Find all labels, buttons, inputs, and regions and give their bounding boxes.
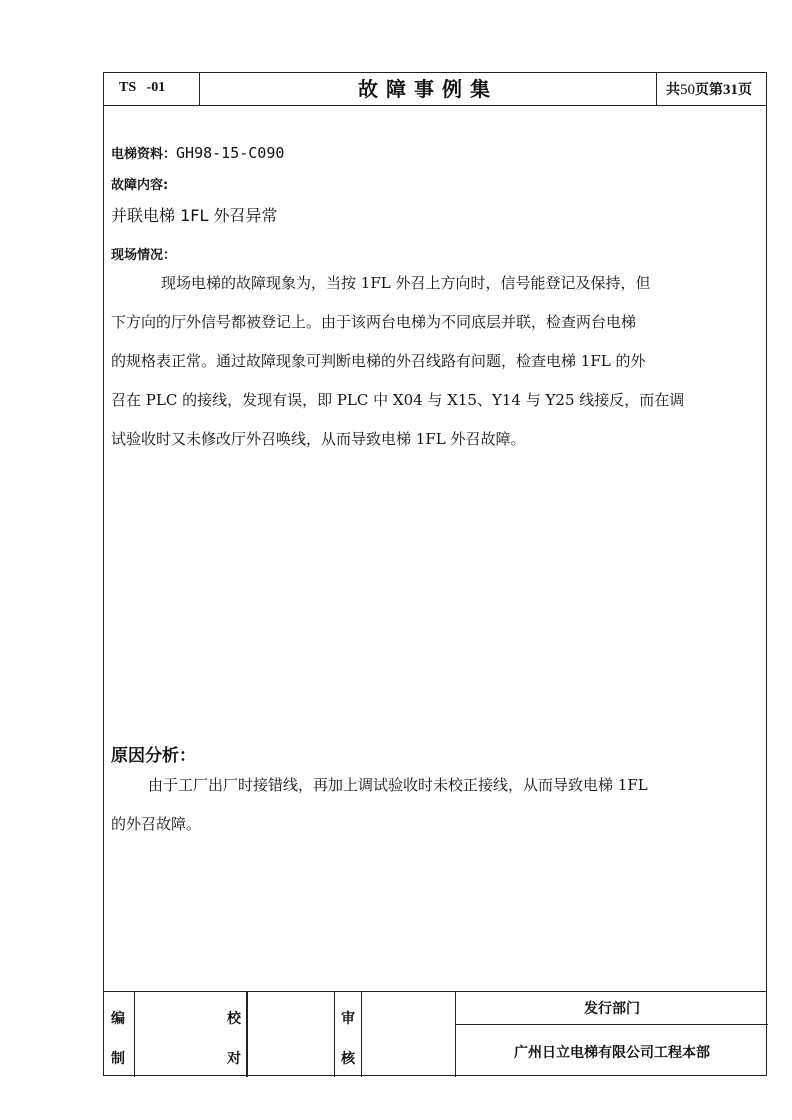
current-page: 31 bbox=[723, 82, 738, 98]
cause-line: 由于工厂出厂时接错线，再加上调试验收时未校正接线，从而导致电梯 1FL bbox=[148, 776, 648, 794]
code-prefix: TS bbox=[119, 80, 137, 95]
site-label: 现场情况： bbox=[111, 248, 177, 263]
compile-char-2: 制 bbox=[111, 1051, 125, 1067]
elevator-info-value: GH98-15-C090 bbox=[176, 144, 285, 162]
elevator-info-label: 电梯资料： bbox=[111, 147, 177, 162]
site-line: 下方向的厅外信号都被登记上。由于该两台电梯为不同底层并联，检查两台电梯 bbox=[111, 313, 637, 331]
cause-line: 的外召故障。 bbox=[111, 815, 202, 833]
cause-label: 原因分析： bbox=[111, 746, 196, 766]
review-char-1: 审 bbox=[341, 1011, 355, 1027]
document-code bbox=[104, 73, 200, 105]
site-paragraph bbox=[111, 264, 759, 459]
total-pages: 50 bbox=[680, 82, 695, 98]
issuer-name: 广州日立电梯有限公司工程本部 bbox=[514, 1045, 710, 1061]
site-line: 现场电梯的故障现象为，当按 1FL 外召上方向时，信号能登记及保持，但 bbox=[161, 274, 651, 292]
check-char-2: 对 bbox=[227, 1051, 241, 1067]
issuer-label: 发行部门 bbox=[456, 992, 768, 1025]
review-signature-field bbox=[362, 992, 456, 1077]
cause-paragraph bbox=[111, 766, 759, 844]
check-char-1: 校 bbox=[227, 1011, 241, 1027]
compile-char-1: 编 bbox=[111, 1011, 125, 1027]
fault-label: 故障内容: bbox=[111, 178, 169, 193]
code-suffix: -01 bbox=[146, 80, 166, 95]
fault-text: 并联电梯 1FL 外召异常 bbox=[111, 206, 278, 225]
site-line: 的规格表正常。通过故障现象可判断电梯的外召线路有问题，检查电梯 1FL 的外 bbox=[111, 352, 646, 370]
elevator-info bbox=[111, 143, 284, 162]
signature-table bbox=[104, 991, 766, 1077]
document-title: 故障事例集 bbox=[358, 77, 498, 101]
check-signature-field bbox=[248, 992, 335, 1077]
document-page bbox=[103, 72, 767, 1076]
site-line: 试验收时又未修改厅外召唤线，从而导致电梯 1FL 外召故障。 bbox=[111, 430, 526, 448]
document-header bbox=[104, 73, 766, 106]
page-indicator: 共50页第31页 bbox=[656, 73, 768, 105]
site-line: 召在 PLC 的接线，发现有误，即 PLC 中 X04 与 X15、Y14 与 Y25 线接反，而在调 bbox=[111, 391, 685, 409]
review-char-2: 核 bbox=[341, 1051, 355, 1067]
